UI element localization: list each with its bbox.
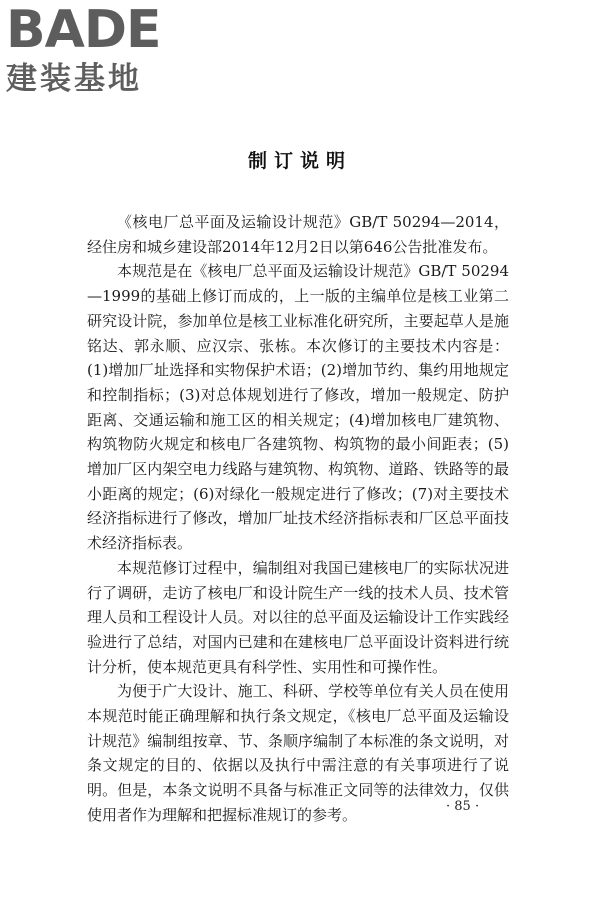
body-text (87, 210, 509, 828)
paragraph-4: 为便于广大设计、施工、科研、学校等单位有关人员在使用本规范时能正确理解和执行条文规定，《核电厂总平面及运输设计规范》编制组按章、节、条顺序编制了本标准的条文说明，对条文规定的目的、依据以及执行中需注意的有关事项进行了说明。但是，本条文说明不具备与标准正文同等的法律效力，仅供使用者作为理解和把握标准规订的参考。 (87, 682, 509, 824)
logo-wordmark: BADE (6, 0, 161, 60)
page-number: · 85 · (446, 799, 480, 814)
paragraph-2: 本规范是在《核电厂总平面及运输设计规范》GB/T 50294—1999的基础上修订而成的，上一版的主编单位是核工业第二研究设计院，参加单位是核工业标准化研究所，主要起草人是施铭达、郭永顺、应汉宗、张栋。本次修订的主要技术内容是：(1)增加厂址选择和实物保护术语；(2)增加节约、集约用地规定和控制指标；(3)对总体规划进行了修改，增加一般规定、防护距离、交通运输和施工区的相关规定；(4)增加核电厂建筑物、构筑物防火规定和核电厂各建筑物、构筑物的最小间距表；(5)增加厂区内架空电力线路与建筑物、构筑物、道路、铁路等的最小距离的规定；(6)对绿化一般规定进行了修改；(7)对主要技术经济指标进行了修改，增加厂址技术经济指标表和厂区总平面技术经济指标表。 (87, 262, 509, 553)
paragraph-1: 《核电厂总平面及运输设计规范》GB/T 50294—2014，经住房和城乡建设部2014年12月2日以第646公告批准发布。 (87, 213, 509, 256)
logo-subtitle: 建装基地 (6, 61, 142, 97)
watermark-logo (6, 0, 186, 97)
page-title: 制订说明 (247, 150, 352, 172)
paragraph-3: 本规范修订过程中，编制组对我国已建核电厂的实际状况进行了调研，走访了核电厂和设计院生产一线的技术人员、技术管理人员和工程设计人员。对以往的总平面及运输设计工作实践经验进行了总结，对国内已建和在建核电厂总平面设计资料进行统计分析，使本规范更具有科学性、实用性和可操作性。 (87, 558, 509, 676)
